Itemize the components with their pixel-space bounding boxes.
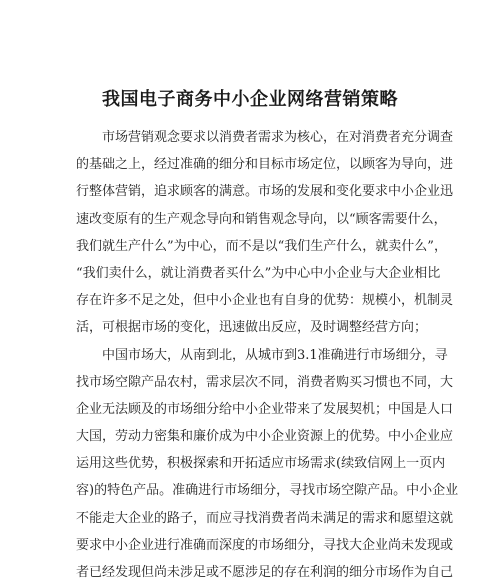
paragraph-2-line-3: 企业无法顾及的市场细分给中小企业带来了发展契机；中国是人口 [76, 401, 454, 417]
paragraph-2-line-4: 大国，劳动力密集和廉价成为中小企业资源上的优势。中小企业应 [76, 429, 454, 445]
paragraph-1-line-4: 速改变原有的生产观念导向和销售观念导向，以“顾客需要什么， [76, 211, 447, 227]
paragraph-2-line-8: 要求中小企业进行准确而深度的市场细分，寻找大企业尚未发现或 [76, 537, 454, 553]
paragraph-1-line-6: “我们卖什么，就让消费者买什么”为中心中小企业与大企业相比 [76, 265, 441, 281]
paragraph-1-line-8: 活，可根据市场的变化，迅速做出反应，及时调整经营方向； [76, 320, 428, 336]
paragraph-2-line-7: 不能走大企业的路子，而应寻找消费者尚未满足的需求和愿望这就 [76, 510, 454, 526]
paragraph-2-line-6: 容)的特色产品。准确进行市场细分，寻找市场空隙产品。中小企业 [76, 483, 459, 499]
document-title: 我国电子商务中小企业网络营销策略 [102, 89, 398, 110]
paragraph-1-line-1: 市场营销观念要求以消费者需求为核心，在对消费者充分调查 [102, 130, 454, 145]
paragraph-1-line-3: 行整体营销，追求顾客的满意。市场的发展和变化要求中小企业迅 [76, 184, 454, 200]
paragraph-2-line-2: 找市场空隙产品农村，需求层次不同，消费者购买习惯也不同，大 [76, 374, 454, 390]
paragraph-1-line-2: 的基础之上，经过准确的细分和目标市场定位，以顾客为导向，进 [76, 157, 454, 173]
paragraph-1-line-5: 我们就生产什么”为中心，而不是以“我们生产什么，就卖什么”， [76, 238, 447, 254]
paragraph-2-line-1: 中国市场大，从南到北，从城市到3.1准确进行市场细分，寻 [102, 347, 448, 363]
paragraph-1-line-7: 存在许多不足之处，但中小企业也有自身的优势：规模小，机制灵 [76, 293, 454, 309]
document-body [76, 124, 459, 586]
paragraph-2-line-9: 者已经发现但尚未涉足或不愿涉足的存在利润的细分市场作为自己 [76, 565, 454, 580]
paragraph-2-line-5: 运用这些优势，积极探索和开拓适应市场需求(续致信网上一页内 [76, 456, 446, 472]
